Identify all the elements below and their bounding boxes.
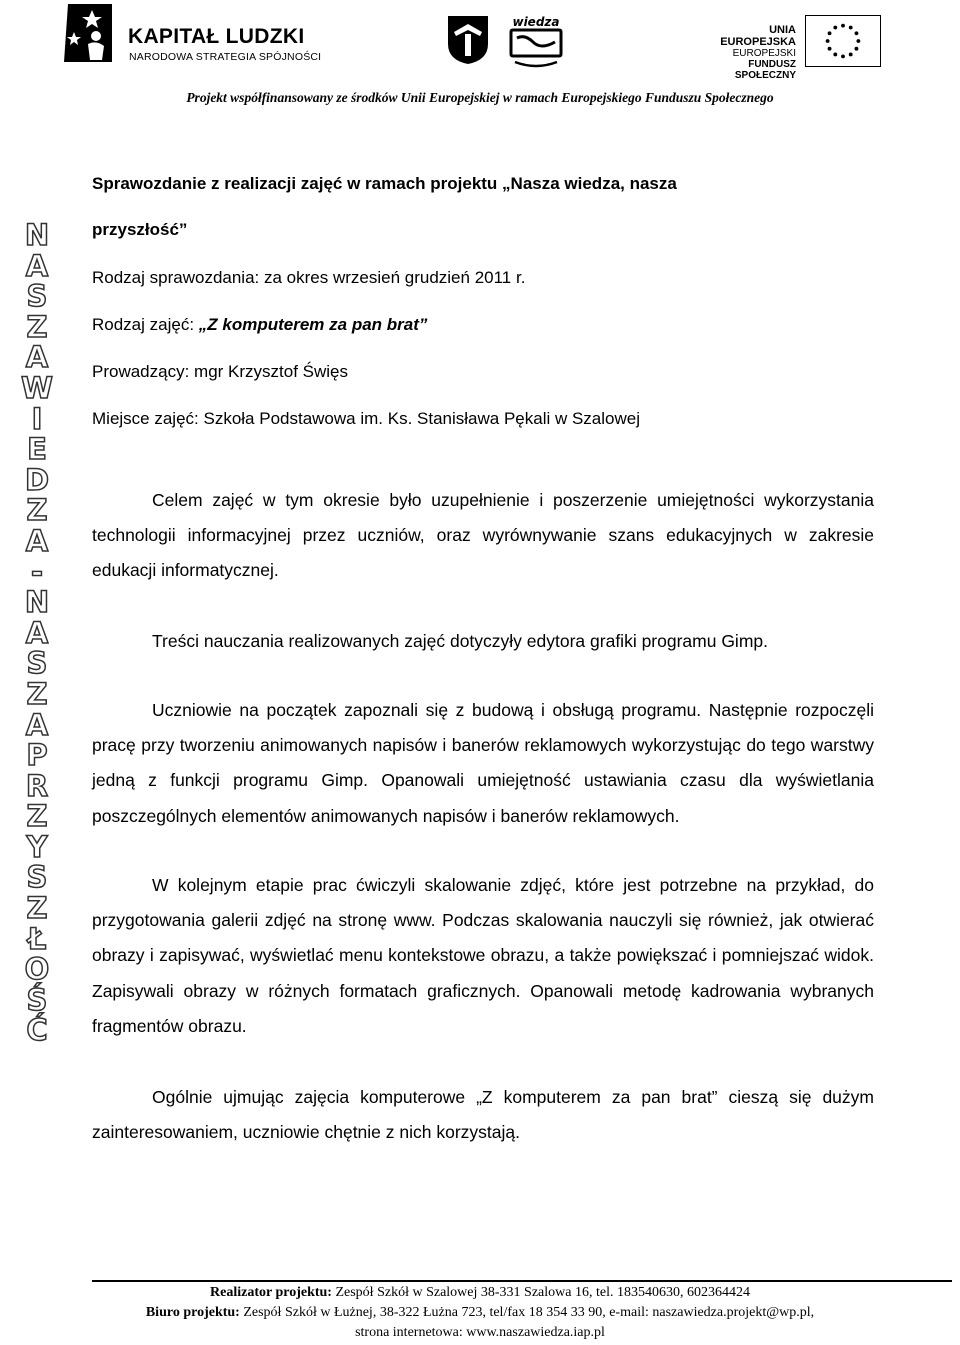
report-type: Rodzaj sprawozdania: za okres wrzesień grudzień 2011 r.: [92, 268, 526, 287]
footer-biuro: [0, 1305, 960, 1321]
side-letter: O: [24, 952, 50, 987]
eu-flag-icon: [805, 15, 881, 67]
side-letter: A: [25, 707, 49, 742]
side-letter: A: [25, 340, 49, 375]
report-title-line-1: Sprawozdanie z realizacji zajęć w ramach projektu „Nasza wiedza, nasza: [92, 174, 677, 193]
paragraph-scaling: W kolejnym etapie prac ćwiczyli skalowanie zdjęć, które jest potrzebne na przykład, do przygotowania galerii zdjęć na stronę www. Podczas skalowania nauczyli się również, jak otwierać obrazy i zapisywać, wyświetlać menu kontekstowe obrazu, a także powiększać i pomniejszać widok. Zapisywali obrazy w różnych formatach graficznych. Opanowali metodę kadrowania wybranych fragmentów obrazu.: [92, 875, 874, 1036]
footer-realizator-value: Zespół Szkół w Szalowej 38-331 Szalowa 16, tel. 183540630, 602364424: [331, 1285, 750, 1300]
side-letter: W: [21, 370, 53, 405]
side-letter: E: [27, 432, 47, 467]
side-letter: Z: [26, 493, 48, 528]
kapital-ludzki-subtitle: NARODOWA STRATEGIA SPÓJNOŚCI: [129, 51, 322, 63]
kapital-ludzki-title: KAPITAŁ LUDZKI: [128, 25, 305, 48]
footer-realizator-label: Realizator projektu:: [210, 1285, 332, 1300]
side-letter: A: [25, 615, 49, 650]
side-letter: S: [26, 646, 48, 681]
ngo-logo-text: wiedza: [512, 15, 560, 29]
footer-website: strona internetowa: www.naszawiedza.iap.pl: [355, 1325, 605, 1340]
footer-biuro-label: Biuro projektu:: [145, 1305, 240, 1320]
paragraph-summary: Ogólnie ujmując zajęcia komputerowe „Z komputerem za pan brat” cieszą się dużym zainteresowaniem, uczniowie chętnie z nich korzystają.: [92, 1087, 874, 1143]
eu-line-1: UNIA EUROPEJSKA: [720, 24, 796, 48]
polish-emblem-icon: [446, 14, 490, 66]
class-type: [92, 315, 427, 335]
side-letter: Z: [26, 799, 48, 834]
side-letter: P: [26, 738, 48, 773]
nasza-wiedza-logo-icon: [505, 12, 567, 68]
paragraph-content: Treści nauczania realizowanych zajęć dotyczyły edytora grafiki programu Gimp.: [152, 631, 768, 651]
side-letter: Ć: [26, 1013, 48, 1048]
side-letter: I: [31, 401, 43, 436]
side-letter: A: [25, 248, 49, 283]
side-letter: N: [24, 218, 50, 252]
side-letter: R: [25, 768, 49, 803]
eu-text-block: [696, 24, 796, 81]
side-letter: D: [24, 462, 50, 497]
side-letter: Z: [26, 891, 48, 926]
footer-biuro-value: Zespół Szkół w Łużnej, 38-322 Łużna 723, tel/fax 18 354 33 90, e-mail: naszawiedza.projekt@wp.pl,: [239, 1305, 815, 1320]
side-letter: Z: [26, 309, 48, 344]
teacher: Prowadzący: mgr Krzysztof Święs: [92, 362, 349, 381]
side-letter: Ł: [27, 921, 47, 956]
side-letter: Y: [26, 829, 48, 864]
document-header: [0, 0, 960, 110]
vertical-project-name: [12, 220, 62, 1046]
side-letter: -: [30, 554, 44, 589]
eu-line-3: FUNDUSZ SPOŁECZNY: [734, 59, 796, 81]
footer-divider: [92, 1280, 952, 1282]
kapital-ludzki-emblem-icon: [62, 2, 114, 64]
cofinancing-note: Projekt współfinansowany ze środków Unii Europejskiej w ramach Europejskiego Funduszu Społecznego: [186, 90, 774, 105]
side-letter: Z: [26, 676, 48, 711]
side-letter: S: [26, 860, 48, 895]
class-type-name: „Z komputerem za pan brat”: [198, 315, 428, 334]
eu-line-2: EUROPEJSKI: [732, 48, 796, 59]
side-letter: S: [26, 279, 48, 314]
class-place: Miejsce zajęć: Szkoła Podstawowa im. Ks. Stanisława Pękali w Szalowej: [92, 409, 641, 428]
class-type-label: Rodzaj zajęć:: [92, 315, 199, 334]
side-letter: A: [25, 523, 49, 558]
side-letter: Ś: [26, 982, 48, 1017]
side-letter: N: [24, 585, 50, 620]
paragraph-goal: Celem zajęć w tym okresie było uzupełnienie i poszerzenie umiejętności wykorzystania technologii informacyjnej przez uczniów, oraz wyrównywanie szans edukacyjnych w zakresie edukacji informatycznej.: [92, 490, 874, 581]
report-title-line-2: przyszłość”: [92, 220, 188, 239]
footer-realizator: [0, 1285, 960, 1301]
paragraph-start: Uczniowie na początek zapoznali się z budową i obsługą programu. Następnie rozpoczęli pracę przy tworzeniu animowanych napisów i banerów reklamowych wykorzystując do tego warstwy jedną z funkcji programu Gimp. Opanowali umiejętność ustawiania czasu dla wyświetlania poszczególnych elementów animowanych napisów i banerów reklamowych.: [92, 700, 874, 826]
